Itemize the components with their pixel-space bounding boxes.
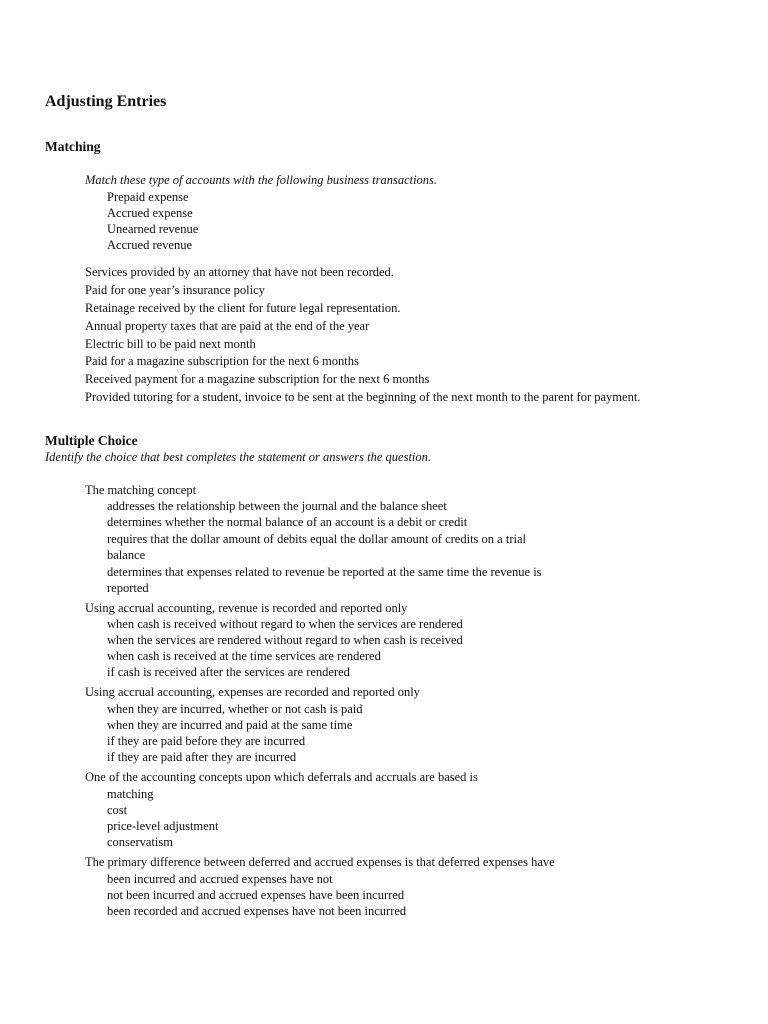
matching-item-text: Provided tutoring for a student, invoice to be sent at the beginning of the next month to the parent for payment. [85, 390, 641, 404]
matching-item-text: Annual property taxes that are paid at the end of the year [85, 319, 370, 333]
multiple-choice-heading: Multiple Choice [45, 433, 138, 448]
answer-choice-text: when the services are rendered without regard to when cash is received [107, 633, 463, 647]
matching-item-text: Paid for one year’s insurance policy [85, 283, 265, 297]
matching-intro: Match these type of accounts with the following business transactions. [85, 173, 438, 187]
answer-choice-text: when they are incurred and paid at the same time [107, 718, 353, 732]
answer-choice-text: determines whether the normal balance of an account is a debit or credit [107, 515, 468, 529]
answer-choice-text: reported [107, 581, 149, 595]
answer-choice-text: if cash is received after the services are rendered [107, 665, 350, 679]
matching-option-text: Accrued expense [107, 206, 193, 220]
answer-choice-text: if they are paid before they are incurred [107, 734, 306, 748]
multiple-choice-instruction: Identify the choice that best completes the statement or answers the question. [45, 450, 432, 464]
question-text: The primary difference between deferred and accrued expenses is that deferred expenses have [85, 855, 555, 869]
matching-item-text: Retainage received by the client for future legal representation. [85, 301, 401, 315]
matching-heading: Matching [45, 139, 101, 154]
page-title: Adjusting Entries [45, 93, 167, 110]
answer-choice-text: been incurred and accrued expenses have not [107, 872, 333, 886]
answer-choice-text: conservatism [107, 835, 173, 849]
matching-item-text: Paid for a magazine subscription for the next 6 months [85, 354, 359, 368]
matching-item-text: Received payment for a magazine subscription for the next 6 months [85, 372, 430, 386]
answer-choice-text: addresses the relationship between the journal and the balance sheet [107, 499, 447, 513]
matching-option-text: Prepaid expense [107, 190, 189, 204]
question-text: The matching concept [85, 483, 197, 497]
answer-choice-text: been recorded and accrued expenses have not been incurred [107, 904, 407, 918]
matching-option-text: Accrued revenue [107, 238, 193, 252]
answer-choice-text: when they are incurred, whether or not cash is paid [107, 702, 363, 716]
matching-item-text: Services provided by an attorney that have not been recorded. [85, 265, 394, 279]
answer-choice-text: price-level adjustment [107, 819, 219, 833]
question-text: Using accrual accounting, revenue is recorded and reported only [85, 601, 408, 615]
question-text: One of the accounting concepts upon which deferrals and accruals are based is [85, 770, 478, 784]
answer-choice-text: not been incurred and accrued expenses have been incurred [107, 888, 405, 902]
answer-choice-text: requires that the dollar amount of debits equal the dollar amount of credits on a trial [107, 532, 526, 546]
answer-choice-text: balance [107, 548, 146, 562]
answer-choice-text: determines that expenses related to revenue be reported at the same time the revenue is [107, 565, 542, 579]
answer-choice-text: matching [107, 787, 154, 801]
answer-choice-text: cost [107, 803, 128, 817]
answer-choice-text: when cash is received at the time services are rendered [107, 649, 381, 663]
matching-item-text: Electric bill to be paid next month [85, 337, 256, 351]
answer-choice-text: when cash is received without regard to when the services are rendered [107, 617, 463, 631]
question-text: Using accrual accounting, expenses are recorded and reported only [85, 685, 420, 699]
matching-option-text: Unearned revenue [107, 222, 199, 236]
answer-choice-text: if they are paid after they are incurred [107, 750, 297, 764]
